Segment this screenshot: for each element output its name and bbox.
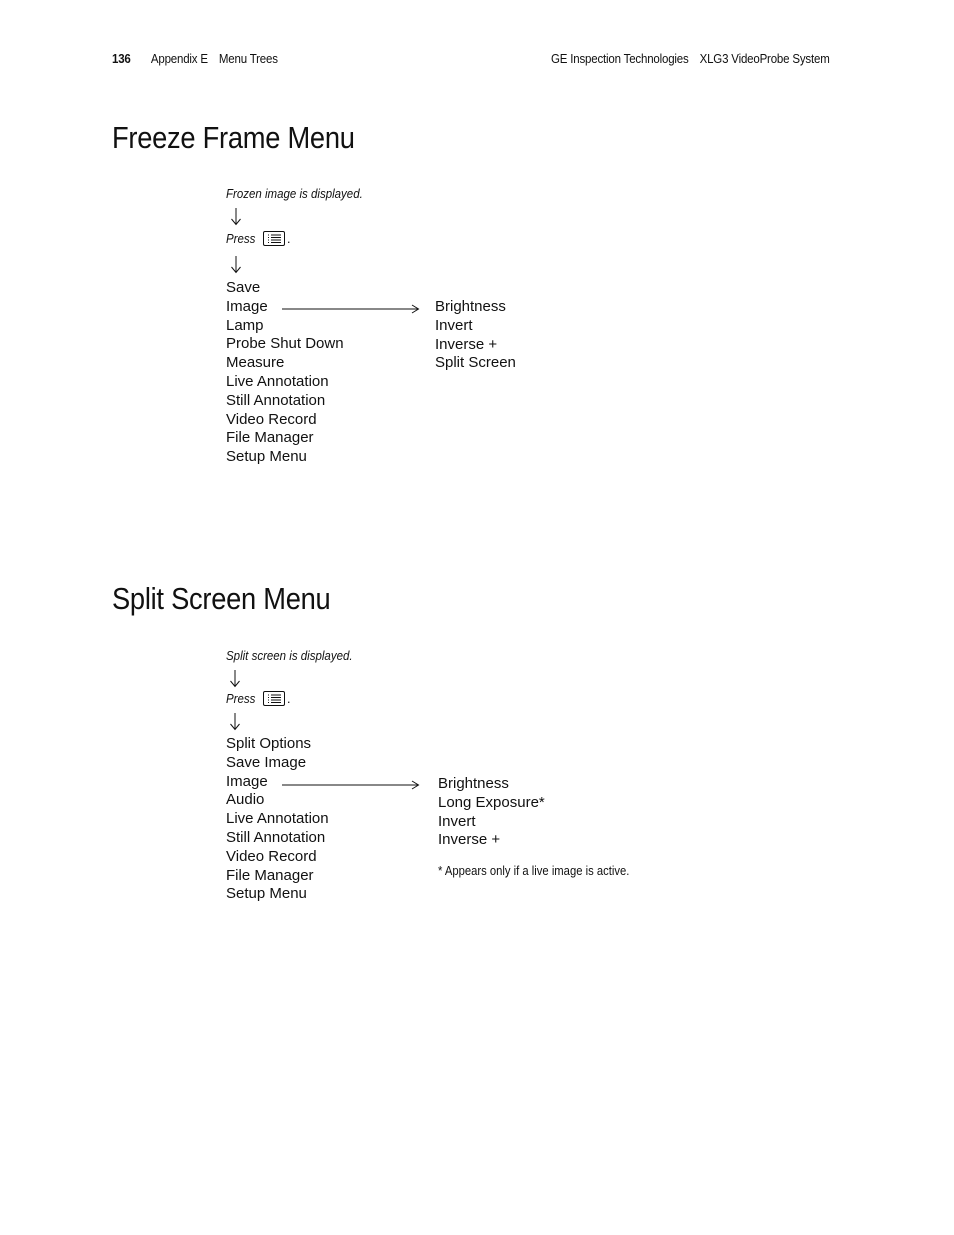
press-period: . [286,691,291,706]
submenu-item-inverse: Inverse + [435,335,498,353]
menu-item-audio: Audio [226,791,265,809]
menu-item-file-manager: File Manager [226,429,314,447]
split-image-submenu [438,775,545,850]
freeze-image-submenu [435,298,516,373]
down-arrow-icon [230,255,242,275]
menu-item-live-annotation: Live Annotation [226,810,329,828]
right-arrow-icon [281,779,421,791]
page-number: 136 [112,52,131,66]
menu-item-setup-menu: Setup Menu [226,448,307,466]
press-period: . [286,231,291,246]
down-arrow-icon [229,669,241,689]
menu-item-file-manager: File Manager [226,866,314,884]
menu-item-video-record: Video Record [226,847,317,865]
submenu-item-brightness: Brightness [435,298,506,315]
right-arrow-icon [281,303,421,315]
submenu-item-brightness: Brightness [438,775,509,792]
freeze-frame-title: Freeze Frame Menu [112,120,355,155]
menu-item-save-image: Save Image [226,753,307,771]
page-header-right [551,52,830,66]
header-chapter: Menu Trees [218,52,278,66]
split-screen-title: Split Screen Menu [112,581,331,616]
submenu-item-invert: Invert [435,316,473,334]
submenu-item-inverse: Inverse + [438,831,501,849]
submenu-item-long-exposure: Long Exposure* [438,793,545,811]
menu-item-split-options: Split Options [226,735,312,752]
split-press-instruction [226,691,290,706]
menu-item-probe-shut-down: Probe Shut Down [226,335,344,353]
submenu-item-split-screen: Split Screen [435,354,516,372]
menu-item-live-annotation: Live Annotation [226,372,329,390]
down-arrow-icon [230,207,242,227]
menu-item-setup-menu: Setup Menu [226,885,307,903]
menu-item-video-record: Video Record [226,410,317,428]
menu-item-measure: Measure [226,354,285,372]
freeze-press-instruction [226,231,290,246]
page-header-left [112,52,278,66]
menu-item-still-annotation: Still Annotation [226,391,326,409]
header-company: GE Inspection Technologies [551,52,689,66]
menu-item-image: Image [226,772,268,790]
freeze-note: Frozen image is displayed. [226,187,363,201]
down-arrow-icon [229,712,241,732]
menu-item-save: Save [226,279,261,296]
menu-button-icon [263,691,285,706]
menu-item-image: Image [226,297,268,315]
header-product: XLG3 VideoProbe System [699,52,830,66]
submenu-item-invert: Invert [438,812,476,830]
press-label: Press [226,231,256,246]
header-section: Appendix E [150,52,208,66]
menu-button-icon [263,231,285,246]
long-exposure-footnote: * Appears only if a live image is active. [438,864,630,878]
menu-item-lamp: Lamp [226,316,264,334]
menu-item-still-annotation: Still Annotation [226,828,326,846]
split-note: Split screen is displayed. [226,649,353,663]
press-label: Press [226,691,256,706]
split-menu-list [226,735,329,904]
